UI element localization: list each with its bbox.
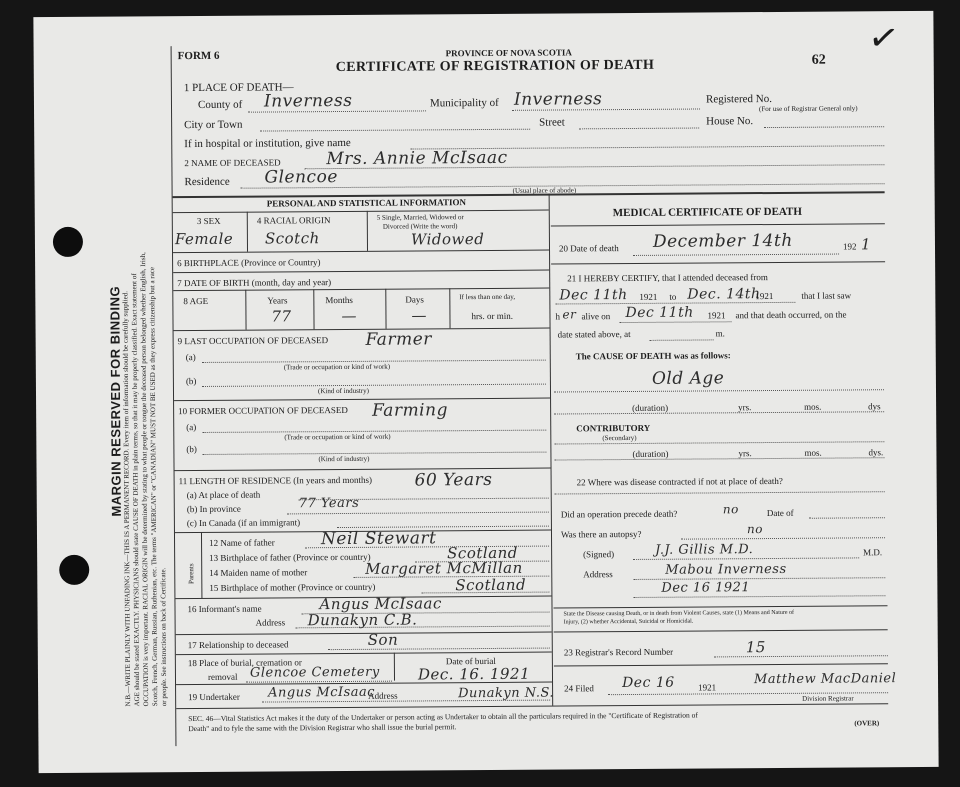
residence-at-place: 60 Years xyxy=(414,469,493,491)
physician-signature: J.J. Gillis M.D. xyxy=(655,542,754,558)
father-birthplace: Scotland xyxy=(447,543,518,563)
place-heading: 1 PLACE OF DEATH— xyxy=(183,81,294,95)
death-certificate: MARGIN RESERVED FOR BINDING N.B.—WRITE PLAINLY WITH UNFADING INK—THIS IS A PERMANENT RECORD. Every item of information should be carefully supplied. AGE should be stated EXACTLY. PHYSICIANS should state CAUSE OF DEATH in plain terms, so that it may be properly classified. Exact statement of OCCUPATION is very important. RACIAL ORIGIN will be determined by stating to what people or tongue the deceased person belonged whether English, Irish, Scotch, French, German, Russian, Ruthenian, etc. The terms "AMERICAN" or "CANADIAN" MUST NOT BE USED as they express citizenship but a race or people. See instructions on back of Certificate. FORM 6 PROVINCE OF NOVA SCOTIA CERTIFICATE OF REGISTRATION OF DEATH 62 ✓ 1 PLACE OF DEATH— County of Inverness Municipality of Inverness Registered No. (For use of Registrar General only) City or Town Street House No. If in hospital or institution, give name 2 NAME OF DECEASED Mrs. Annie McIsaac Residence Glencoe (Usual place of abode) PERSONAL AND STATISTICAL INFORMATION 3 SEX Female 4 RACIAL ORIGIN Scotch 5 Single, Married, Widowed or Divorced (Write the word) Widowed 6 BIRTHPLACE (Province or Country) 7 DATE OF BIRTH (month, day and year) 8 AGE Years 77 Months — Days — If less than one day, hrs. or min. 9 LAST OCCUPATION OF DECEASED Farmer (a) (Trade or occupation or kind of work) (b) (Kind of industry) 10 FORMER OCCUPATION OF DECEASED Farming (a) (Trade or occupation or kind of work) (b) (Kind of industry) 11 LENGTH OF RESIDENCE (In years and months) 60 Years (a) At place of death (b) In province 77 Years (c) In Canada (if an immigrant) Parents 12 Name of father Neil Stewart 13 Birthplace of father (Province or country) Scotland 14 Maiden name of mother Margaret McMillan 15 Birthplace of mother (Province or country) Scotland 16 Informant's name Angus McIsaac Address Dunakyn C.B. 17 Relationship to deceased Son 18 Place of burial, cremation or removal Glencoe Cemetery Date of burial Dec. 16. 1921 19 Undertaker Angus McIsaac Address Dunakyn N.S. MEDICAL CERTIFICATE OF DEATH 20 Date of death December 14th 192 1 21 I HEREBY CERTIFY, that I attended deceased from Dec 11th 1921 to Dec. 14th 1921 that I last saw h er alive on Dec 11th 1921 and that death occurred, on the date stated above, at m. The CAUSE OF DEATH was as follows: Old Age (duration) yrs. mos. dys CONTRIBUTORY (Secondary) (duration) yrs. mos. dys. 22 Where was disease contracted if not at place of death? Did an operation precede death? no Date of Was there an autopsy? no (Signed) J.J. Gillis M.D. M.D. Address Mabou Inverness Dec 16 1921 State the Disease causing Death, or in death from Violent Causes, state (1) Means and Nature of Injury, (2) whether Accidental, Suicidal or Homicidal. 23 Registrar's Record Number 15 24 Filed Dec 16 1921 Matthew MacDaniel Division Registrar SEC. 46—Vital Statistics Act makes it the duty of the Undertaker or person acting as Undertaker to obtain all the particulars required in the "Certificate of Registration of Death" and to fyle the same with the Division Registrar who shall issue the burial permit. (OVER) xyxy=(33,11,938,773)
county-value: Inverness xyxy=(263,90,353,112)
informant-address: Dunakyn C.B. xyxy=(307,610,418,630)
father-name: Neil Stewart xyxy=(320,528,437,550)
relationship-value: Son xyxy=(367,630,399,649)
autopsy-value: no xyxy=(746,522,763,537)
footer-note-1: SEC. 46—Vital Statistics Act makes it the duty of the Undertaker or person acting as Undertaker to obtain all the particulars required in the "Certificate of Registration of xyxy=(188,710,698,724)
registrar-signature: Matthew MacDaniel xyxy=(753,671,897,688)
margin-note-3: OCCUPATION is very important. RACIAL ORIGIN will be determined by stating to what people or tongue the deceased person belonged whether English, Irish, xyxy=(139,252,151,707)
province-name: PROVINCE OF NOVA SCOTIA xyxy=(445,47,572,59)
occupation-value: Farmer xyxy=(365,329,432,350)
undertaker-address: Dunakyn N.S. xyxy=(458,685,555,702)
residence-value: Glencoe xyxy=(264,167,338,188)
alive-on-date: Dec 11th xyxy=(625,304,694,322)
form-number: FORM 6 xyxy=(177,49,220,63)
margin-note-5: or people. See instructions on back of Certificate. xyxy=(159,567,169,707)
attended-to: Dec. 14th xyxy=(687,286,761,303)
physician-address: Mabou Inverness xyxy=(665,561,787,578)
personal-heading: PERSONAL AND STATISTICAL INFORMATION xyxy=(266,197,467,209)
burial-date: Dec. 16. 1921 xyxy=(417,664,531,684)
municipality-value: Inverness xyxy=(513,89,603,110)
margin-note-1: N.B.—WRITE PLAINLY WITH UNFADING INK—THIS IS A PERMANENT RECORD. Every item of information should be carefully supplied. xyxy=(121,290,133,707)
residence-in-province: 77 Years xyxy=(298,495,360,512)
sex-value: Female xyxy=(174,229,234,249)
attended-from: Dec 11th xyxy=(559,287,628,304)
record-number: 15 xyxy=(745,638,766,657)
deceased-name: Mrs. Annie McIsaac xyxy=(326,147,508,170)
certificate-number: 62 xyxy=(811,52,826,68)
racial-value: Scotch xyxy=(264,229,320,248)
medical-heading: MEDICAL CERTIFICATE OF DEATH xyxy=(612,205,802,220)
death-date: December 14th xyxy=(652,230,793,252)
binding-hole-bottom xyxy=(59,555,89,585)
margin-note-4: Scotch, French, German, Russian, Ruthenian, etc. The terms "AMERICAN" or "CANADIAN" MUST NOT BE USED as they express citizenship but a race xyxy=(148,266,160,707)
mother-birthplace: Scotland xyxy=(455,575,527,595)
margin-binding-label: MARGIN RESERVED FOR BINDING xyxy=(107,285,124,517)
over-label: (OVER) xyxy=(854,719,880,728)
margin-note-2: AGE should be stated EXACTLY. PHYSICIANS should state CAUSE OF DEATH in plain terms, so that it may be properly classified. Exact statement of xyxy=(130,273,142,707)
check-mark: ✓ xyxy=(865,15,902,61)
informant-name: Angus McIsaac xyxy=(319,594,442,614)
filed-date: Dec 16 xyxy=(621,674,675,692)
mother-name: Margaret McMillan xyxy=(365,558,523,578)
cause-of-death: Old Age xyxy=(651,368,725,389)
binding-hole-top xyxy=(53,227,83,257)
certificate-title: CERTIFICATE OF REGISTRATION OF DEATH xyxy=(335,57,655,76)
marital-value: Widowed xyxy=(410,230,485,249)
former-occupation-value: Farming xyxy=(372,400,448,421)
burial-place: Glencoe Cemetery xyxy=(249,664,380,681)
footer-note-2: Death" and to fyle the same with the Division Registrar who shall issue the burial permit. xyxy=(188,722,457,734)
parents-label: Parents xyxy=(187,563,196,585)
physician-sign-date: Dec 16 1921 xyxy=(661,580,751,596)
undertaker-name: Angus McIsaac xyxy=(268,684,376,701)
operation-value: no xyxy=(722,502,739,517)
age-years: 77 xyxy=(271,307,292,326)
